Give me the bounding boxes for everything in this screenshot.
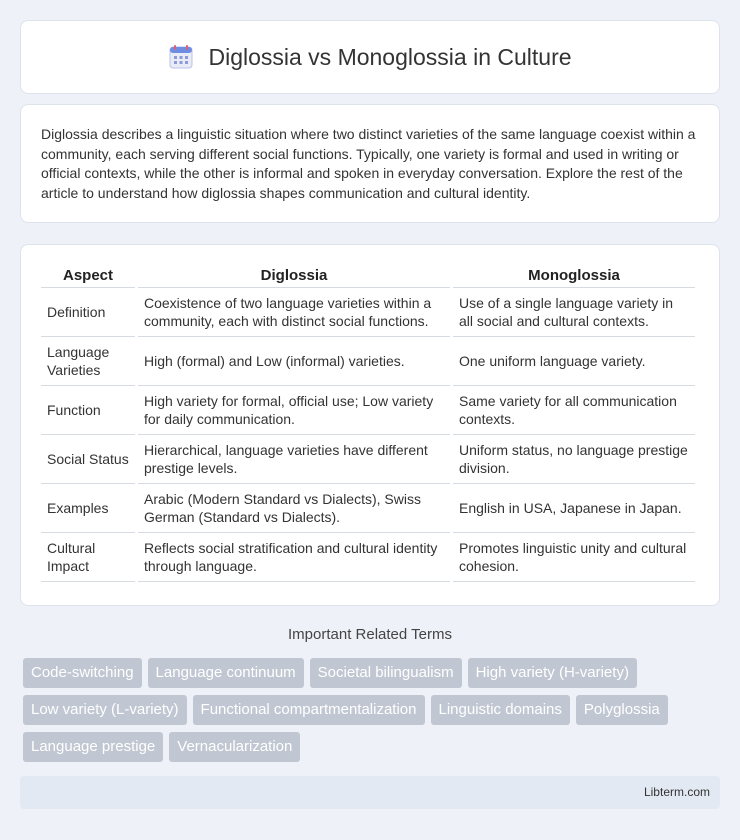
header-card <box>20 20 720 94</box>
comparison-table-card <box>20 244 720 606</box>
aspect-cell: Cultural Impact <box>41 533 135 582</box>
table-row <box>41 435 695 484</box>
header-monoglossia: Monoglossia <box>453 263 695 288</box>
footer <box>20 776 720 809</box>
table-row <box>41 533 695 582</box>
table-row <box>41 484 695 533</box>
intro-text: Diglossia describes a linguistic situation where two distinct varieties of the same language coexist within a community, each serving different social functions. Typically, one variety is formal and used in writing or official contexts, while the other is informal and spoken in everyday conversation. Explore the rest of the article to understand how diglossia shapes communication and cultural identity. <box>41 126 696 201</box>
header-aspect: Aspect <box>41 263 135 288</box>
table-row <box>41 288 695 337</box>
aspect-cell: Language Varieties <box>41 337 135 386</box>
related-term-tag[interactable]: Functional compartmentalization <box>193 695 425 725</box>
aspect-cell: Function <box>41 386 135 435</box>
related-terms-list <box>23 658 723 762</box>
footer-site-link[interactable]: Libterm.com <box>643 785 710 799</box>
monoglossia-cell: One uniform language variety. <box>453 337 695 386</box>
related-term-tag[interactable]: Low variety (L-variety) <box>23 695 187 725</box>
aspect-cell: Examples <box>41 484 135 533</box>
comparison-table <box>38 263 698 582</box>
related-term-tag[interactable]: Vernacularization <box>169 732 300 762</box>
table-row <box>41 337 695 386</box>
diglossia-cell: Arabic (Modern Standard vs Dialects), Swiss German (Standard vs Dialects). <box>138 484 450 533</box>
related-term-tag[interactable]: Language prestige <box>23 732 163 762</box>
table-row <box>41 386 695 435</box>
related-term-tag[interactable]: Linguistic domains <box>431 695 570 725</box>
intro-card <box>20 104 720 223</box>
diglossia-cell: High variety for formal, official use; Low variety for daily communication. <box>138 386 450 435</box>
related-term-tag[interactable]: Language continuum <box>148 658 304 688</box>
diglossia-cell: Coexistence of two language varieties within a community, each with distinct social functions. <box>138 288 450 337</box>
calendar-icon <box>168 44 194 70</box>
aspect-cell: Social Status <box>41 435 135 484</box>
diglossia-cell: Hierarchical, language varieties have different prestige levels. <box>138 435 450 484</box>
table-header-row <box>41 263 695 288</box>
diglossia-cell: High (formal) and Low (informal) varieties. <box>138 337 450 386</box>
page-title: Diglossia vs Monoglossia in Culture <box>208 43 572 70</box>
aspect-cell: Definition <box>41 288 135 337</box>
monoglossia-cell: Uniform status, no language prestige division. <box>453 435 695 484</box>
diglossia-cell: Reflects social stratification and cultural identity through language. <box>138 533 450 582</box>
related-term-tag[interactable]: High variety (H-variety) <box>468 658 637 688</box>
header-diglossia: Diglossia <box>138 263 450 288</box>
related-term-tag[interactable]: Polyglossia <box>576 695 668 725</box>
related-term-tag[interactable]: Societal bilingualism <box>310 658 462 688</box>
related-terms-title: Important Related Terms <box>288 626 452 643</box>
monoglossia-cell: Promotes linguistic unity and cultural cohesion. <box>453 533 695 582</box>
monoglossia-cell: Same variety for all communication contexts. <box>453 386 695 435</box>
related-term-tag[interactable]: Code-switching <box>23 658 142 688</box>
title-wrap <box>168 44 571 71</box>
monoglossia-cell: English in USA, Japanese in Japan. <box>453 484 695 533</box>
monoglossia-cell: Use of a single language variety in all social and cultural contexts. <box>453 288 695 337</box>
